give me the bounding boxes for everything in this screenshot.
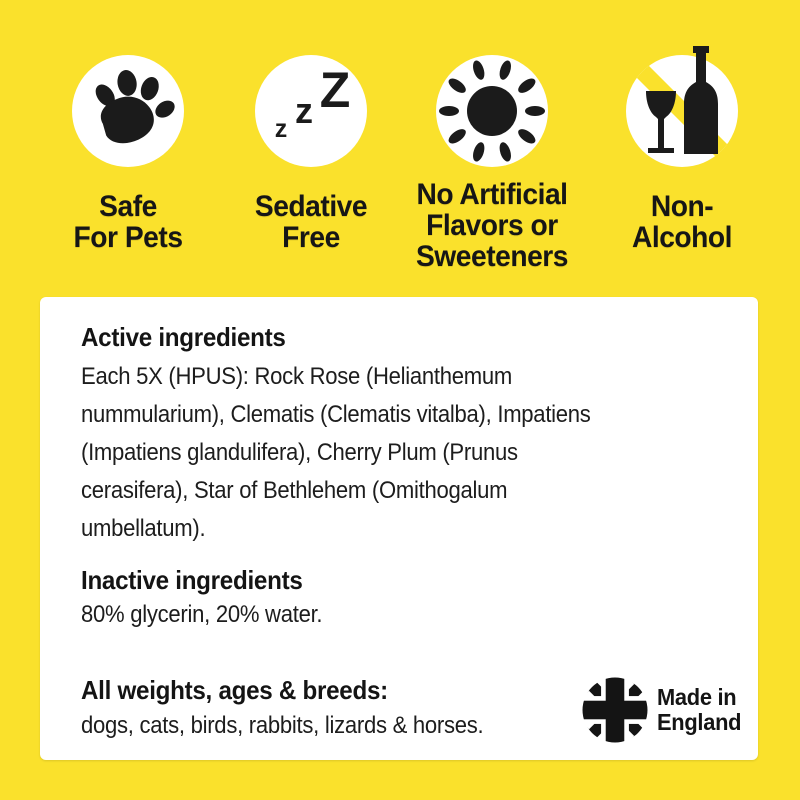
caption-line: Sweeteners: [415, 240, 569, 273]
ingredient-line: (Impatiens glandulifera), Cherry Plum (Prunus: [81, 439, 518, 466]
made-in-england-text: [657, 685, 741, 735]
no-alcohol-icon: [626, 55, 738, 167]
sun-icon: [436, 55, 548, 167]
inactive-ingredients-text: 80% glycerin, 20% water.: [81, 601, 323, 628]
caption-line: Non-: [650, 190, 714, 223]
weights-text: dogs, cats, birds, rabbits, lizards & horses.: [81, 712, 484, 739]
inactive-ingredients-heading: Inactive ingredients: [81, 565, 303, 595]
sun-icon-graphic: [436, 55, 548, 167]
badge-non-alcohol: [587, 55, 777, 253]
caption-line: Safe: [99, 190, 157, 223]
no-alcohol-icon-graphic: [626, 55, 738, 167]
zzz-small: z: [274, 115, 288, 143]
badge-no-artificial: [372, 55, 612, 272]
ingredient-line: Each 5X (HPUS): Rock Rose (Helianthemum: [81, 363, 512, 390]
caption-line: Sedative: [254, 190, 368, 223]
ingredient-line: cerasifera), Star of Bethlehem (Omithogalum: [81, 477, 508, 504]
paw-icon: [72, 55, 184, 167]
ingredients-panel: [40, 297, 758, 760]
caption-line: For Pets: [73, 221, 183, 254]
made-in-england-badge: [582, 677, 746, 743]
caption-line: Free: [282, 221, 340, 254]
badge-label-no-artificial: [379, 179, 605, 272]
badge-label-non-alcohol: [593, 191, 772, 253]
ingredient-line: umbellatum).: [81, 515, 206, 542]
zzz-large: Z: [319, 62, 351, 118]
zzz-icon-graphic: [255, 55, 367, 167]
union-jack-flag-icon: [582, 677, 648, 743]
badge-label-safe-for-pets: [39, 191, 218, 253]
made-in-line: Made in: [657, 684, 737, 710]
caption-line: Flavors or: [426, 209, 558, 242]
weights-heading: All weights, ages & breeds:: [81, 675, 388, 705]
zzz-medium: z: [295, 90, 313, 131]
zzz-icon: [255, 55, 367, 167]
made-in-line: England: [657, 709, 742, 735]
active-ingredients-heading: Active ingredients: [81, 322, 286, 352]
caption-line: Alcohol: [631, 221, 733, 254]
caption-line: No Artificial: [416, 178, 568, 211]
paw-icon-graphic: [72, 55, 184, 167]
ingredient-line: nummularium), Clematis (Clematis vitalba), Impatiens: [81, 401, 591, 428]
active-ingredients-text: [81, 358, 734, 548]
badge-safe-for-pets: [33, 55, 223, 253]
